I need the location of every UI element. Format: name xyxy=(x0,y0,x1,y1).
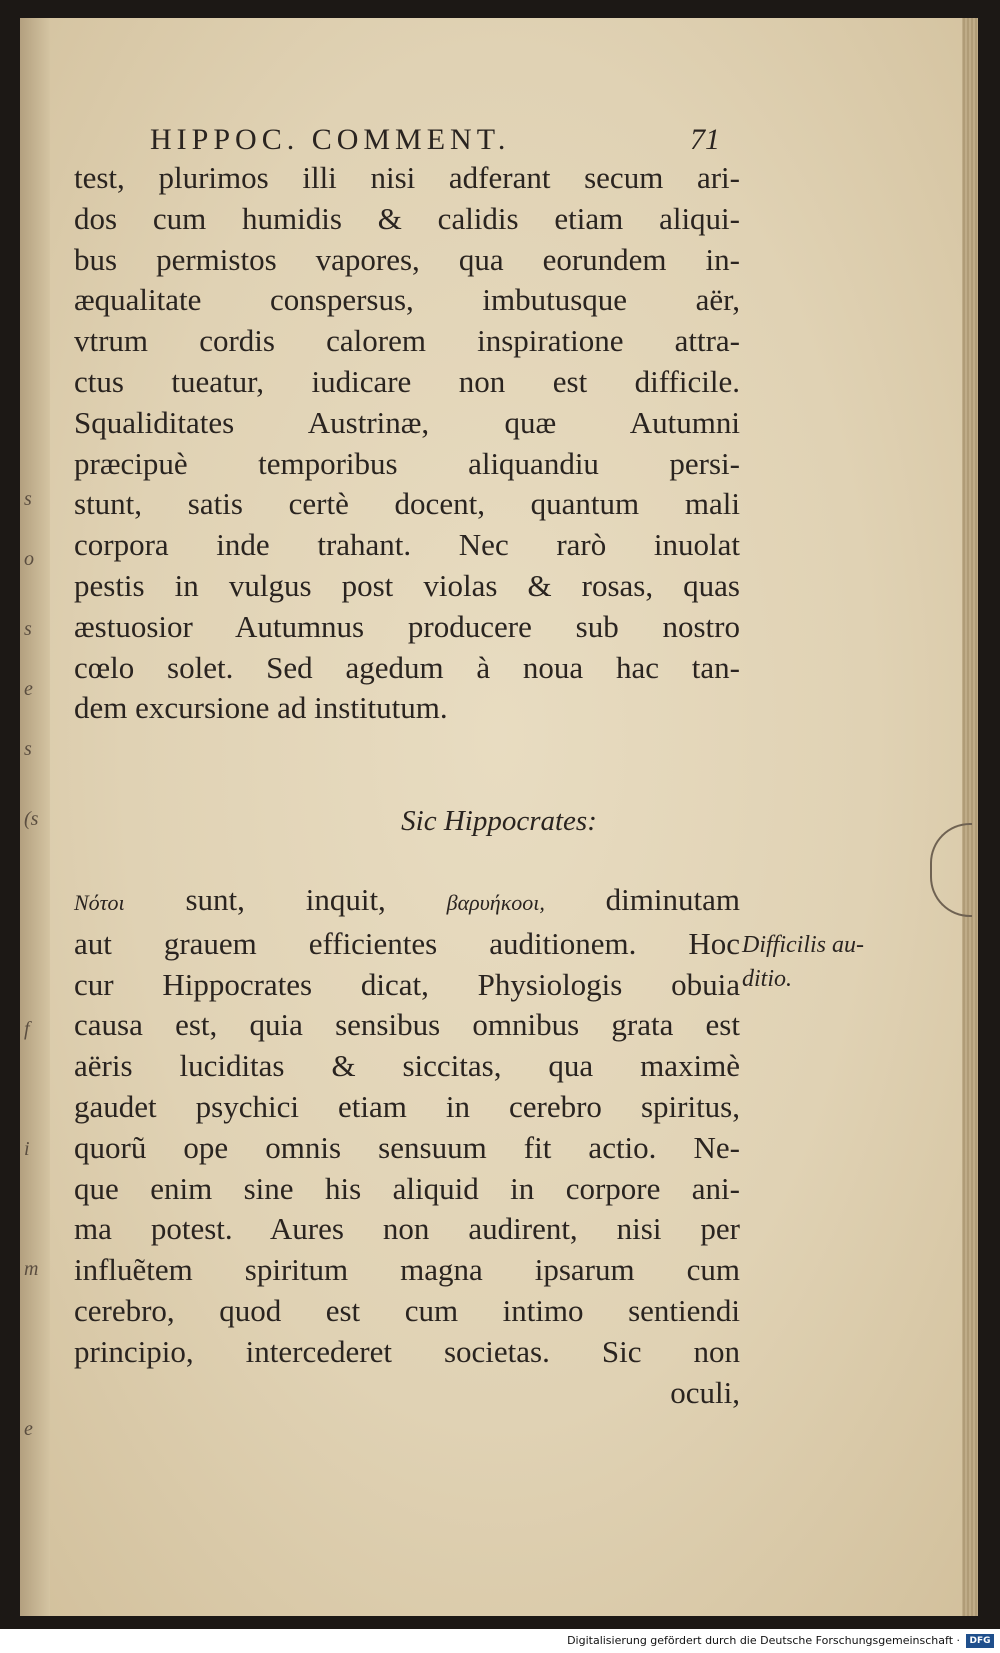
text-run: sunt, inquit, xyxy=(124,882,447,917)
catchword: oculi, xyxy=(670,1374,740,1410)
footer-credit-bar xyxy=(0,1629,1000,1653)
margin-note-line: ditio. xyxy=(742,966,793,992)
text-line: test, plurimos illi nisi adferant secum ari- xyxy=(74,160,740,195)
section-heading: Sic Hippocrates: xyxy=(401,805,597,837)
text-line: gaudet psychici etiam in cerebro spiritus, xyxy=(74,1088,740,1124)
text-line: æqualitate conspersus, imbutusque aër, xyxy=(74,282,740,318)
text-line: Squaliditates Austrinæ, quæ Autumni xyxy=(74,404,740,440)
greek-word: βαρυήκοοι, xyxy=(446,890,545,915)
bleed-through-letter: e xyxy=(24,1418,33,1440)
footer-credit: Digitalisierung gefördert durch die Deutsche Forschungsgemeinschaft · xyxy=(567,1634,960,1647)
dfg-logo-icon: DFG xyxy=(966,1634,994,1648)
text-line: pestis in vulgus post violas & rosas, quas xyxy=(74,567,740,603)
paragraph-block-1 xyxy=(74,158,740,729)
text-line: dem excursione ad institutum. xyxy=(74,690,448,726)
bleed-through-letter: f xyxy=(24,1018,30,1040)
text-line: quorũ ope omnis sensuum fit actio. Ne- xyxy=(74,1129,740,1165)
text-line: cur Hippocrates dicat, Physiologis obuia xyxy=(74,966,740,1002)
bleed-through-letter: e xyxy=(24,678,33,700)
text-line: bus permistos vapores, qua eorundem in- xyxy=(74,241,740,277)
bleed-through-letter: m xyxy=(24,1258,39,1280)
text-line: cœlo solet. Sed agedum à noua hac tan- xyxy=(74,649,740,685)
text-line: stunt, satis certè docent, quantum mali xyxy=(74,486,740,522)
page-number: 71 xyxy=(690,123,720,156)
text-run: diminutam xyxy=(544,882,741,917)
text-line: ctus tueatur, iudicare non est difficile. xyxy=(74,363,740,399)
text-line: causa est, quia sensibus omnibus grata est xyxy=(74,1007,740,1043)
margin-note xyxy=(742,928,922,996)
margin-note-line: Difficilis au- xyxy=(742,932,864,958)
bleed-through-letter: s xyxy=(24,618,32,640)
text-line: vtrum cordis calorem inspiratione attra- xyxy=(74,323,740,359)
text-line: influẽtem spiritum magna ipsarum cum xyxy=(74,1252,740,1288)
text-line: ma potest. Aures non audirent, nisi per xyxy=(74,1211,740,1247)
text-line: aëris luciditas & siccitas, qua maximè xyxy=(74,1048,740,1084)
paragraph-block-2 xyxy=(74,880,740,1413)
running-title: HIPPOC. COMMENT. xyxy=(150,123,511,156)
bleed-through-letter: (s xyxy=(24,808,39,830)
text-line: principio, intercederet societas. Sic non xyxy=(74,1333,740,1369)
bleed-through-letter: s xyxy=(24,488,32,510)
text-line: æstuosior Autumnus producere sub nostro xyxy=(74,608,740,644)
text-line: que enim sine his aliquid in corpore ani- xyxy=(74,1170,740,1206)
text-line: aut grauem efficientes auditionem. Hoc xyxy=(74,925,740,961)
bleed-through-letter: i xyxy=(24,1138,30,1160)
running-header xyxy=(150,123,720,163)
text-line: præcipuè temporibus aliquandiu persi- xyxy=(74,445,740,481)
text-line: corpora inde trahant. Nec rarò inuolat xyxy=(74,527,740,563)
bleed-through-letter: s xyxy=(24,738,32,760)
bleed-through-letter: o xyxy=(24,548,34,570)
greek-word: Νότοι xyxy=(74,890,125,915)
text-line-first xyxy=(74,880,740,924)
text-line: cerebro, quod est cum intimo sentiendi xyxy=(74,1292,740,1328)
text-line: dos cum humidis & calidis etiam aliqui- xyxy=(74,200,740,236)
book-page xyxy=(20,18,978,1616)
